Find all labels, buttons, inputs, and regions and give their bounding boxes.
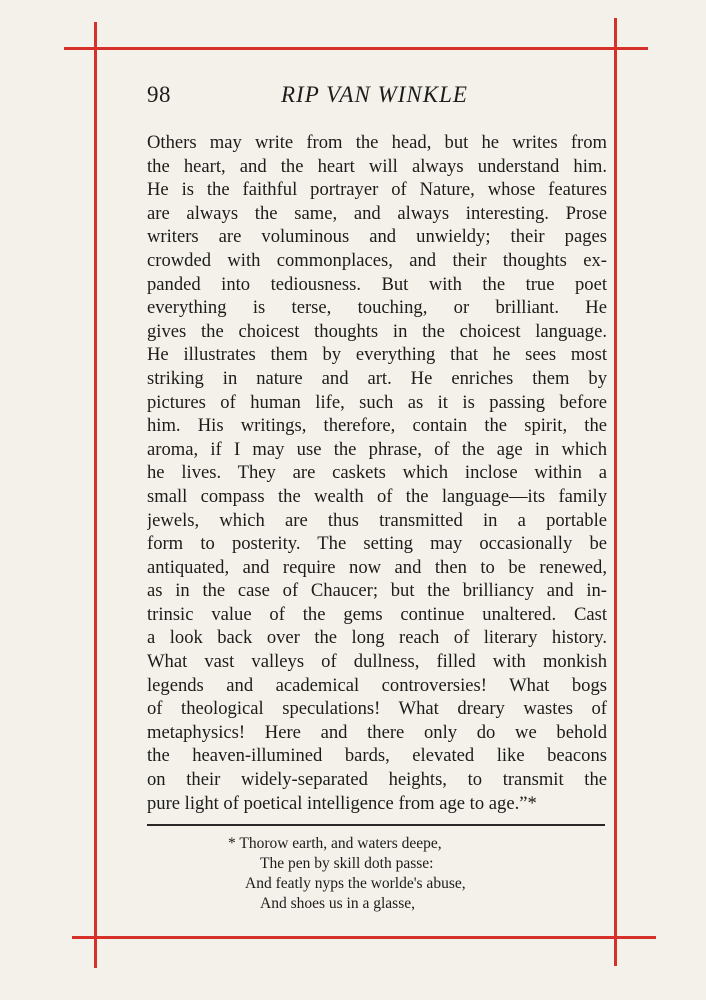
body-line: writers are voluminous and unwieldy; their pages xyxy=(147,226,607,248)
body-line: panded into tediousness. But with the true poet xyxy=(147,273,607,295)
footnote-line: * Thorow earth, and waters deepe, xyxy=(228,835,442,852)
body-line: antiquated, and require now and then to be renewed, xyxy=(147,556,607,578)
body-line: Others may write from the head, but he writes from xyxy=(147,132,607,153)
running-title: RIP VAN WINKLE xyxy=(281,82,468,107)
frame-rule-top xyxy=(64,47,648,50)
frame-rule-left xyxy=(94,22,97,968)
frame-rule-bottom xyxy=(72,936,656,939)
body-line: gives the choicest thoughts in the choicest language. xyxy=(147,320,607,342)
body-line: the heaven-illumined bards, elevated like beacons xyxy=(147,745,607,767)
body-line: him. His writings, therefore, contain the spirit, the xyxy=(147,415,607,437)
body-line: are always the same, and always interesting. Prose xyxy=(147,202,607,224)
body-line: a look back over the long reach of literary history. xyxy=(147,627,607,649)
frame-rule-right xyxy=(614,18,617,966)
body-line: small compass the wealth of the language—its family xyxy=(147,485,607,507)
body-line-last: pure light of poetical intelligence from age to age.”* xyxy=(147,792,537,814)
footnote xyxy=(147,834,605,914)
body-line: What vast valleys of dullness, filled with monkish xyxy=(147,651,607,673)
body-line: form to posterity. The setting may occasionally be xyxy=(147,533,607,555)
body-line: striking in nature and art. He enriches them by xyxy=(147,367,607,389)
body-line: metaphysics! Here and there only do we behold xyxy=(147,721,607,743)
body-line: aroma, if I may use the phrase, of the age in which xyxy=(147,438,607,460)
body-line: He illustrates them by everything that he sees most xyxy=(147,344,607,366)
footnote-line: The pen by skill doth passe: xyxy=(260,855,434,872)
body-line: of theological speculations! What dreary wastes of xyxy=(147,698,607,720)
body-line: legends and academical controversies! What bogs xyxy=(147,674,607,696)
body-line: he lives. They are caskets which inclose within a xyxy=(147,462,607,484)
body-line: the heart, and the heart will always understand him. xyxy=(147,155,607,177)
footnote-divider xyxy=(147,824,605,826)
footnote-line: And shoes us in a glasse, xyxy=(260,895,415,912)
body-line: trinsic value of the gems continue unaltered. Cast xyxy=(147,603,607,625)
body-line: He is the faithful portrayer of Nature, whose features xyxy=(147,179,607,201)
page-number: 98 xyxy=(147,82,171,107)
body-text xyxy=(147,131,607,815)
body-line: as in the case of Chaucer; but the brilliancy and in- xyxy=(147,580,607,602)
body-line: crowded with commonplaces, and their thoughts ex- xyxy=(147,249,607,271)
body-line: on their widely-separated heights, to transmit the xyxy=(147,769,607,791)
body-line: pictures of human life, such as it is passing before xyxy=(147,391,607,413)
body-line: everything is terse, touching, or brilliant. He xyxy=(147,297,607,319)
footnote-line: And featly nyps the worlde's abuse, xyxy=(245,875,466,892)
body-line: jewels, which are thus transmitted in a portable xyxy=(147,509,607,531)
